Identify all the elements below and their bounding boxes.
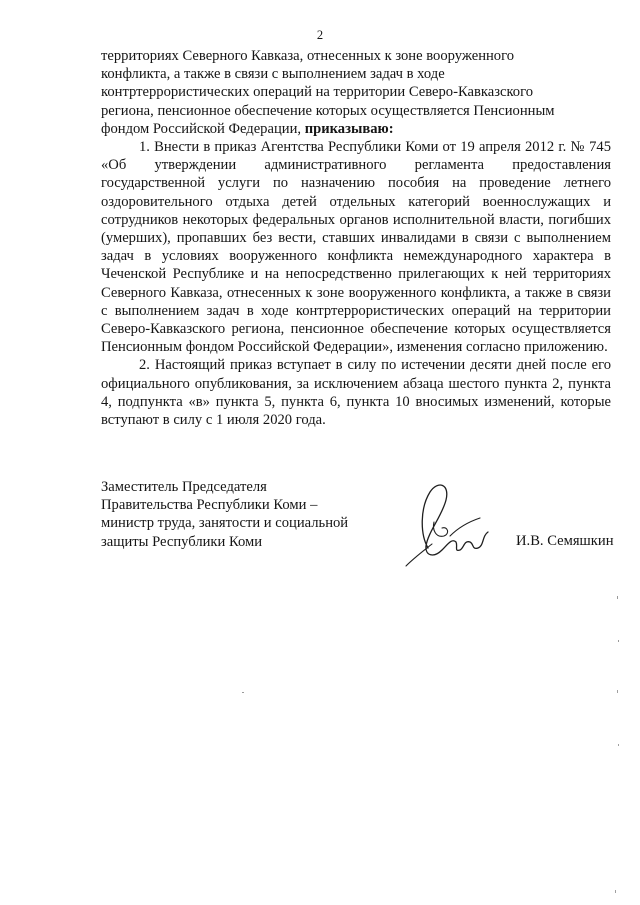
handwritten-signature-icon <box>398 478 494 568</box>
signatory-position-line: Правительства Республики Коми – <box>101 497 318 514</box>
order-item-1: 1. Внести в приказ Агентства Республики Коми от 19 апреля 2012 г. № 745 «Об утверждении административного регламента предоставления государственной услуги по назначению пособия на проведение летнего оздоровительного отдыха детей отдельных категорий военнослужащих и сотрудников некоторых федеральных органов исполнительной власти, погибших (умерших), пропавших без вести, ставших инвалидами в связи с выполнением задач в условиях вооруженного конфликта немеждународного характера в Чеченской Республике и на непосредственно прилегающих к ней территориях Северного Кавказа, отнесенных к зоне вооруженного конфликта, а также в связи с выполнением задач в ходе контртеррористических операций на территории Северо-Кавказского региона, пенсионное обеспечение которых осуществляется Пенсионным фондом Российской Федерации», изменения согласно приложению. <box>101 139 611 356</box>
signatory-position-line: Заместитель Председателя <box>101 479 267 495</box>
page-number: 2 <box>316 28 324 42</box>
continuation-line: региона, пенсионное обеспечение которых осуществляется Пенсионным <box>101 102 555 119</box>
continuation-line: контртеррористических операций на территории Северо-Кавказского <box>101 84 534 101</box>
continuation-line: территориях Северного Кавказа, отнесенных к зоне вооруженного <box>101 48 515 64</box>
signatory-position-line: министр труда, занятости и социальной <box>101 515 349 532</box>
signatory-name: И.В. Семяшкин <box>516 533 614 549</box>
order-keyword: приказываю: <box>304 120 394 137</box>
order-item-2: 2. Настоящий приказ вступает в силу по истечении десяти дней после его официального опубликования, за исключением абзаца шестого пункта 2, пункта 4, подпункта «в» пункта 5, пункта 6, пункта 10 вносимых изменений, которые вступают в силу с 1 июля 2020 года. <box>101 357 611 429</box>
document-body <box>101 47 611 429</box>
signatory-position <box>101 478 401 551</box>
continuation-final-line <box>101 120 611 138</box>
continuation-text: фондом Российской Федерации, <box>101 120 305 137</box>
continuation-line: конфликта, а также в связи с выполнением задач в ходе <box>101 66 445 83</box>
signatory-position-line: защиты Республики Коми <box>101 533 263 550</box>
